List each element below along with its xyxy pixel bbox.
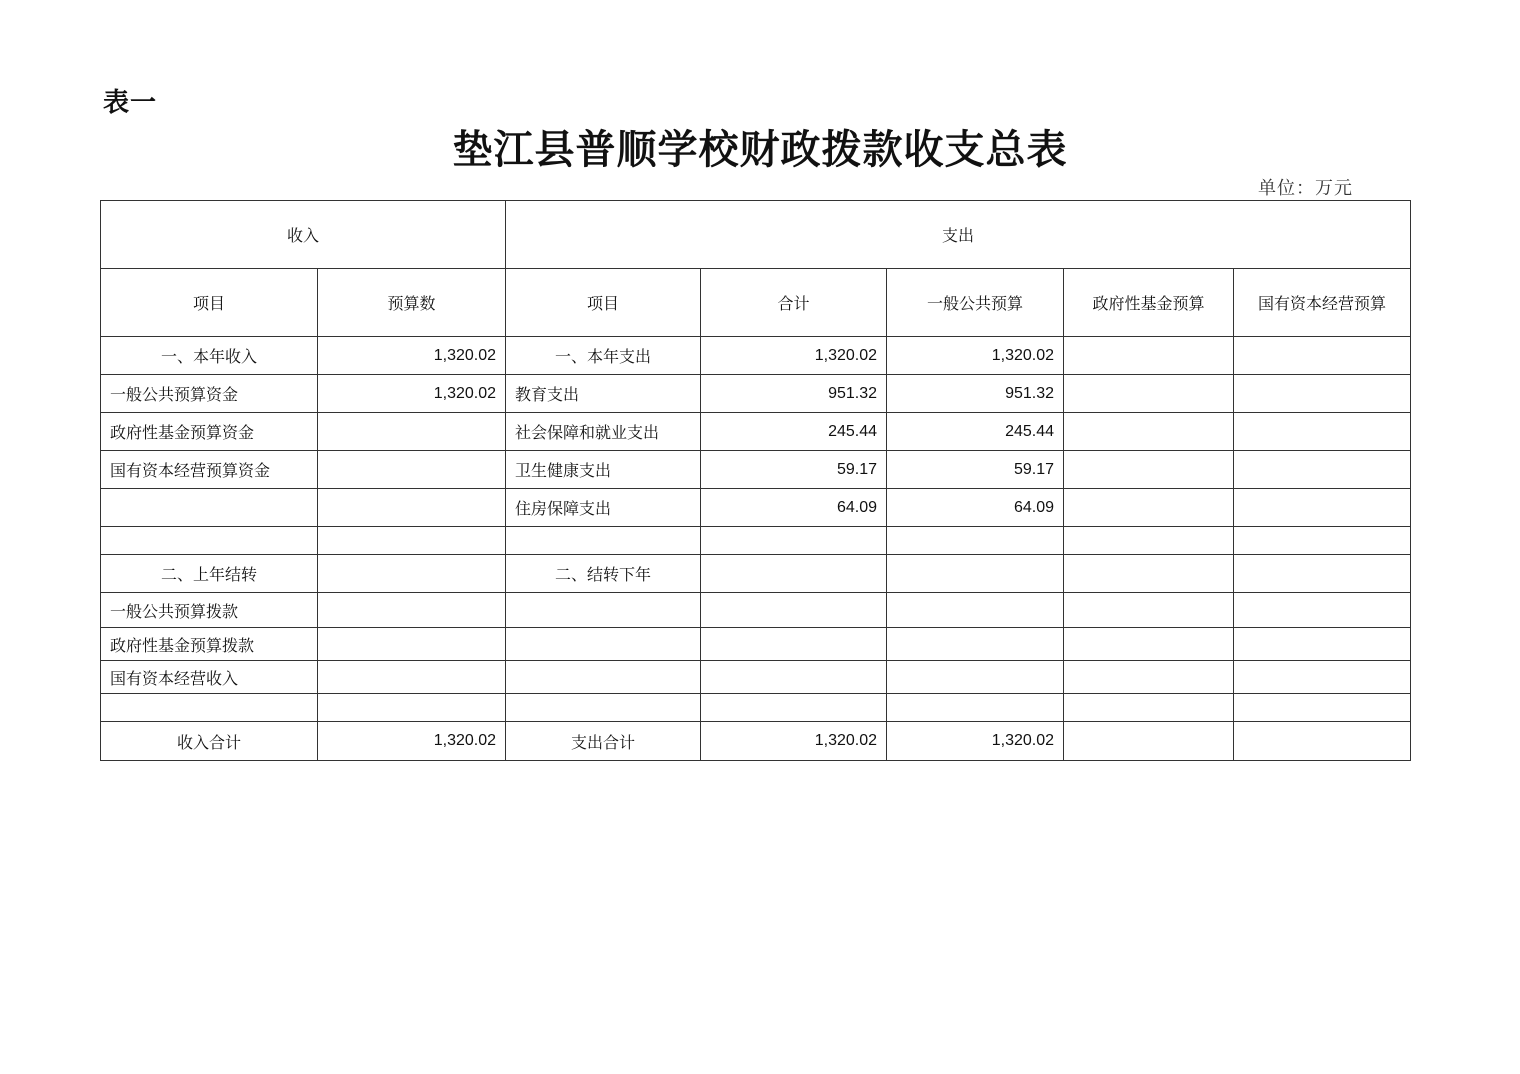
income-item-cell <box>101 489 318 527</box>
income-total-amount: 1,320.02 <box>318 722 506 761</box>
expense-item-cell: 卫生健康支出 <box>506 451 701 489</box>
column-header: 项目 <box>101 269 318 337</box>
column-header-row <box>101 269 1411 337</box>
document-title: 垫江县普顺学校财政拨款收支总表 <box>452 126 1068 173</box>
gov-fund-cell <box>1064 413 1234 451</box>
expense-item-cell <box>506 593 701 628</box>
expense-group-header: 支出 <box>506 201 1411 269</box>
column-header: 一般公共预算 <box>887 269 1064 337</box>
income-amount-cell <box>318 661 506 694</box>
income-total-label: 收入合计 <box>101 722 318 761</box>
budget-summary-table <box>100 200 1411 761</box>
income-item-cell: 一般公共预算资金 <box>101 375 318 413</box>
table-row <box>101 694 1411 722</box>
income-item-cell: 国有资本经营预算资金 <box>101 451 318 489</box>
gov-fund-cell <box>1064 337 1234 375</box>
income-amount-cell <box>318 527 506 555</box>
income-item-cell: 政府性基金预算资金 <box>101 413 318 451</box>
state-capital-cell <box>1234 489 1411 527</box>
gov-fund-cell <box>1064 489 1234 527</box>
income-group-header: 收入 <box>101 201 506 269</box>
total-cell <box>701 527 887 555</box>
gov-fund-cell <box>1064 555 1234 593</box>
state-capital-cell <box>1234 694 1411 722</box>
state-capital-cell <box>1234 375 1411 413</box>
unit-note: 单位：万元 <box>1258 178 1353 199</box>
gov-fund-cell <box>1064 527 1234 555</box>
total-cell <box>701 593 887 628</box>
income-item-cell: 一般公共预算拨款 <box>101 593 318 628</box>
table-row <box>101 661 1411 694</box>
expense-total-amount: 1,320.02 <box>701 722 887 761</box>
gov-fund-cell <box>1064 375 1234 413</box>
state-capital-cell <box>1234 593 1411 628</box>
income-amount-cell <box>318 555 506 593</box>
general-budget-cell <box>887 527 1064 555</box>
income-amount-cell: 1,320.02 <box>318 375 506 413</box>
table-row <box>101 628 1411 661</box>
total-cell <box>701 555 887 593</box>
total-cell <box>701 661 887 694</box>
totals-row <box>101 722 1411 761</box>
table-row <box>101 375 1411 413</box>
general-budget-cell: 245.44 <box>887 413 1064 451</box>
gov-fund-cell <box>1064 593 1234 628</box>
state-capital-cell <box>1234 555 1411 593</box>
state-capital-cell <box>1234 451 1411 489</box>
total-cell: 64.09 <box>701 489 887 527</box>
general-budget-cell <box>887 694 1064 722</box>
column-header: 合计 <box>701 269 887 337</box>
state-capital-total <box>1234 722 1411 761</box>
column-header: 项目 <box>506 269 701 337</box>
expense-item-cell: 住房保障支出 <box>506 489 701 527</box>
expense-item-cell: 一、本年支出 <box>506 337 701 375</box>
income-item-cell: 国有资本经营收入 <box>101 661 318 694</box>
expense-item-cell <box>506 694 701 722</box>
general-budget-cell <box>887 628 1064 661</box>
state-capital-cell <box>1234 628 1411 661</box>
table-row <box>101 489 1411 527</box>
income-amount-cell <box>318 413 506 451</box>
general-budget-total: 1,320.02 <box>887 722 1064 761</box>
state-capital-cell <box>1234 527 1411 555</box>
table-row <box>101 555 1411 593</box>
income-amount-cell: 1,320.02 <box>318 337 506 375</box>
general-budget-cell <box>887 593 1064 628</box>
income-item-cell: 一、本年收入 <box>101 337 318 375</box>
income-item-cell <box>101 527 318 555</box>
gov-fund-cell <box>1064 661 1234 694</box>
general-budget-cell: 951.32 <box>887 375 1064 413</box>
expense-item-cell: 教育支出 <box>506 375 701 413</box>
table-label: 表一 <box>103 88 158 118</box>
table-row <box>101 413 1411 451</box>
total-cell <box>701 694 887 722</box>
income-item-cell: 政府性基金预算拨款 <box>101 628 318 661</box>
income-amount-cell <box>318 451 506 489</box>
table-row <box>101 527 1411 555</box>
gov-fund-cell <box>1064 694 1234 722</box>
total-cell: 1,320.02 <box>701 337 887 375</box>
state-capital-cell <box>1234 337 1411 375</box>
income-amount-cell <box>318 628 506 661</box>
general-budget-cell: 64.09 <box>887 489 1064 527</box>
gov-fund-cell <box>1064 628 1234 661</box>
gov-fund-cell <box>1064 451 1234 489</box>
general-budget-cell: 1,320.02 <box>887 337 1064 375</box>
column-header: 政府性基金预算 <box>1064 269 1234 337</box>
table-row <box>101 337 1411 375</box>
total-cell: 951.32 <box>701 375 887 413</box>
general-budget-cell: 59.17 <box>887 451 1064 489</box>
column-header: 国有资本经营预算 <box>1234 269 1411 337</box>
income-item-cell <box>101 694 318 722</box>
expense-item-cell <box>506 628 701 661</box>
expense-item-cell <box>506 527 701 555</box>
state-capital-cell <box>1234 413 1411 451</box>
income-amount-cell <box>318 593 506 628</box>
table-row <box>101 451 1411 489</box>
total-cell <box>701 628 887 661</box>
total-cell: 245.44 <box>701 413 887 451</box>
expense-total-label: 支出合计 <box>506 722 701 761</box>
general-budget-cell <box>887 555 1064 593</box>
gov-fund-total <box>1064 722 1234 761</box>
income-amount-cell <box>318 489 506 527</box>
total-cell: 59.17 <box>701 451 887 489</box>
expense-item-cell <box>506 661 701 694</box>
expense-item-cell: 社会保障和就业支出 <box>506 413 701 451</box>
income-item-cell: 二、上年结转 <box>101 555 318 593</box>
state-capital-cell <box>1234 661 1411 694</box>
income-amount-cell <box>318 694 506 722</box>
column-header: 预算数 <box>318 269 506 337</box>
table-row <box>101 593 1411 628</box>
expense-item-cell: 二、结转下年 <box>506 555 701 593</box>
general-budget-cell <box>887 661 1064 694</box>
group-header-row <box>101 201 1411 269</box>
